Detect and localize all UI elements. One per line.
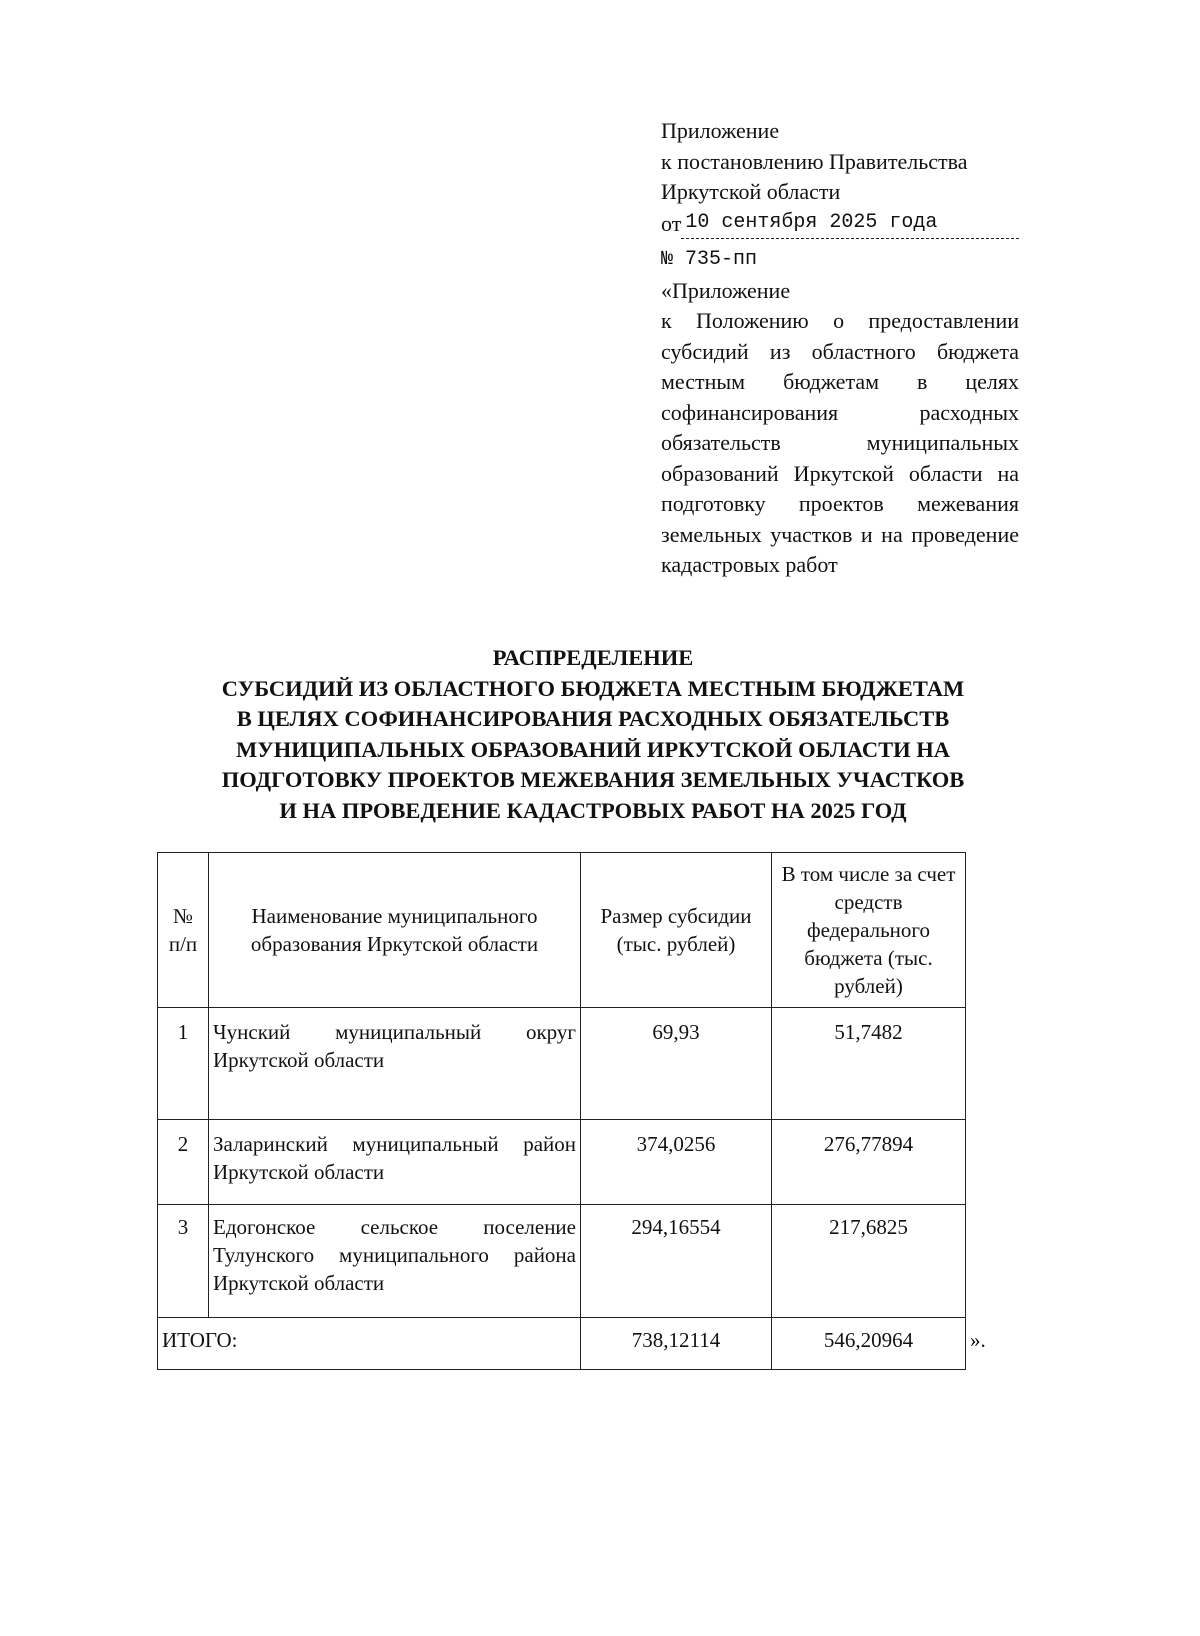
row-federal: 51,7482 bbox=[772, 1008, 966, 1120]
document-date: 10 сентября 2025 года bbox=[681, 208, 1019, 240]
table-row bbox=[158, 1008, 966, 1120]
appendix-block bbox=[661, 116, 1019, 581]
row-num: 1 bbox=[158, 1008, 209, 1120]
total-subsidy: 738,12114 bbox=[581, 1318, 772, 1370]
row-federal: 276,77894 bbox=[772, 1120, 966, 1205]
document-number: № 735-пп bbox=[661, 248, 758, 271]
title-line: МУНИЦИПАЛЬНЫХ ОБРАЗОВАНИЙ ИРКУТСКОЙ ОБЛАСТИ НА bbox=[236, 736, 950, 762]
row-num: 3 bbox=[158, 1205, 209, 1318]
table-header-row bbox=[158, 853, 966, 1008]
header-subsidy: Размер субсидии (тыс. рублей) bbox=[581, 853, 772, 1008]
title-line: И НА ПРОВЕДЕНИЕ КАДАСТРОВЫХ РАБОТ НА 2025 ГОД bbox=[279, 797, 907, 823]
row-subsidy: 294,16554 bbox=[581, 1205, 772, 1318]
appendix-line: к постановлению Правительства bbox=[661, 148, 968, 174]
appendix-line: Иркутской области bbox=[661, 179, 841, 204]
closing-quote: ». bbox=[970, 1328, 986, 1352]
table-row bbox=[158, 1120, 966, 1205]
table-row bbox=[158, 1205, 966, 1318]
title-line: ПОДГОТОВКУ ПРОЕКТОВ МЕЖЕВАНИЯ ЗЕМЕЛЬНЫХ УЧАСТКОВ bbox=[221, 767, 965, 792]
appendix-line: Приложение bbox=[661, 118, 780, 143]
header-num: № п/п bbox=[158, 853, 209, 1008]
subsidy-table bbox=[157, 852, 966, 1370]
date-line bbox=[661, 208, 1019, 240]
row-subsidy: 374,0256 bbox=[581, 1120, 772, 1205]
row-num: 2 bbox=[158, 1120, 209, 1205]
sub-appendix-title: «Приложение bbox=[661, 277, 791, 303]
header-federal: В том числе за счет средств федерального бюджета (тыс. рублей) bbox=[772, 853, 966, 1008]
total-row bbox=[158, 1318, 966, 1370]
row-name: Чунский муниципальный округ Иркутской области bbox=[209, 1008, 581, 1120]
sub-appendix-text: к Положению о предоставлении субсидий из областного бюджета местным бюджетам в целях софинансирования расходных обязательств муниципальных образований Иркутской области на подготовку проектов межевания земельных участков и на проведение кадастровых работ bbox=[661, 308, 1019, 577]
total-label: ИТОГО: bbox=[158, 1318, 581, 1370]
row-name: Заларинский муниципальный район Иркутской области bbox=[209, 1120, 581, 1205]
total-federal: 546,20964 bbox=[772, 1318, 966, 1370]
title-line: РАСПРЕДЕЛЕНИЕ bbox=[492, 645, 694, 670]
row-subsidy: 69,93 bbox=[581, 1008, 772, 1120]
row-name: Едогонское сельское поселение Тулунского муниципального района Иркутской области bbox=[209, 1205, 581, 1318]
title-line: В ЦЕЛЯХ СОФИНАНСИРОВАНИЯ РАСХОДНЫХ ОБЯЗАТЕЛЬСТВ bbox=[236, 706, 950, 731]
document-title bbox=[140, 643, 1046, 826]
title-line: СУБСИДИЙ ИЗ ОБЛАСТНОГО БЮДЖЕТА МЕСТНЫМ БЮДЖЕТАМ bbox=[221, 675, 965, 701]
row-federal: 217,6825 bbox=[772, 1205, 966, 1318]
date-prefix: от bbox=[661, 210, 682, 236]
header-name: Наименование муниципального образования Иркутской области bbox=[209, 853, 581, 1008]
